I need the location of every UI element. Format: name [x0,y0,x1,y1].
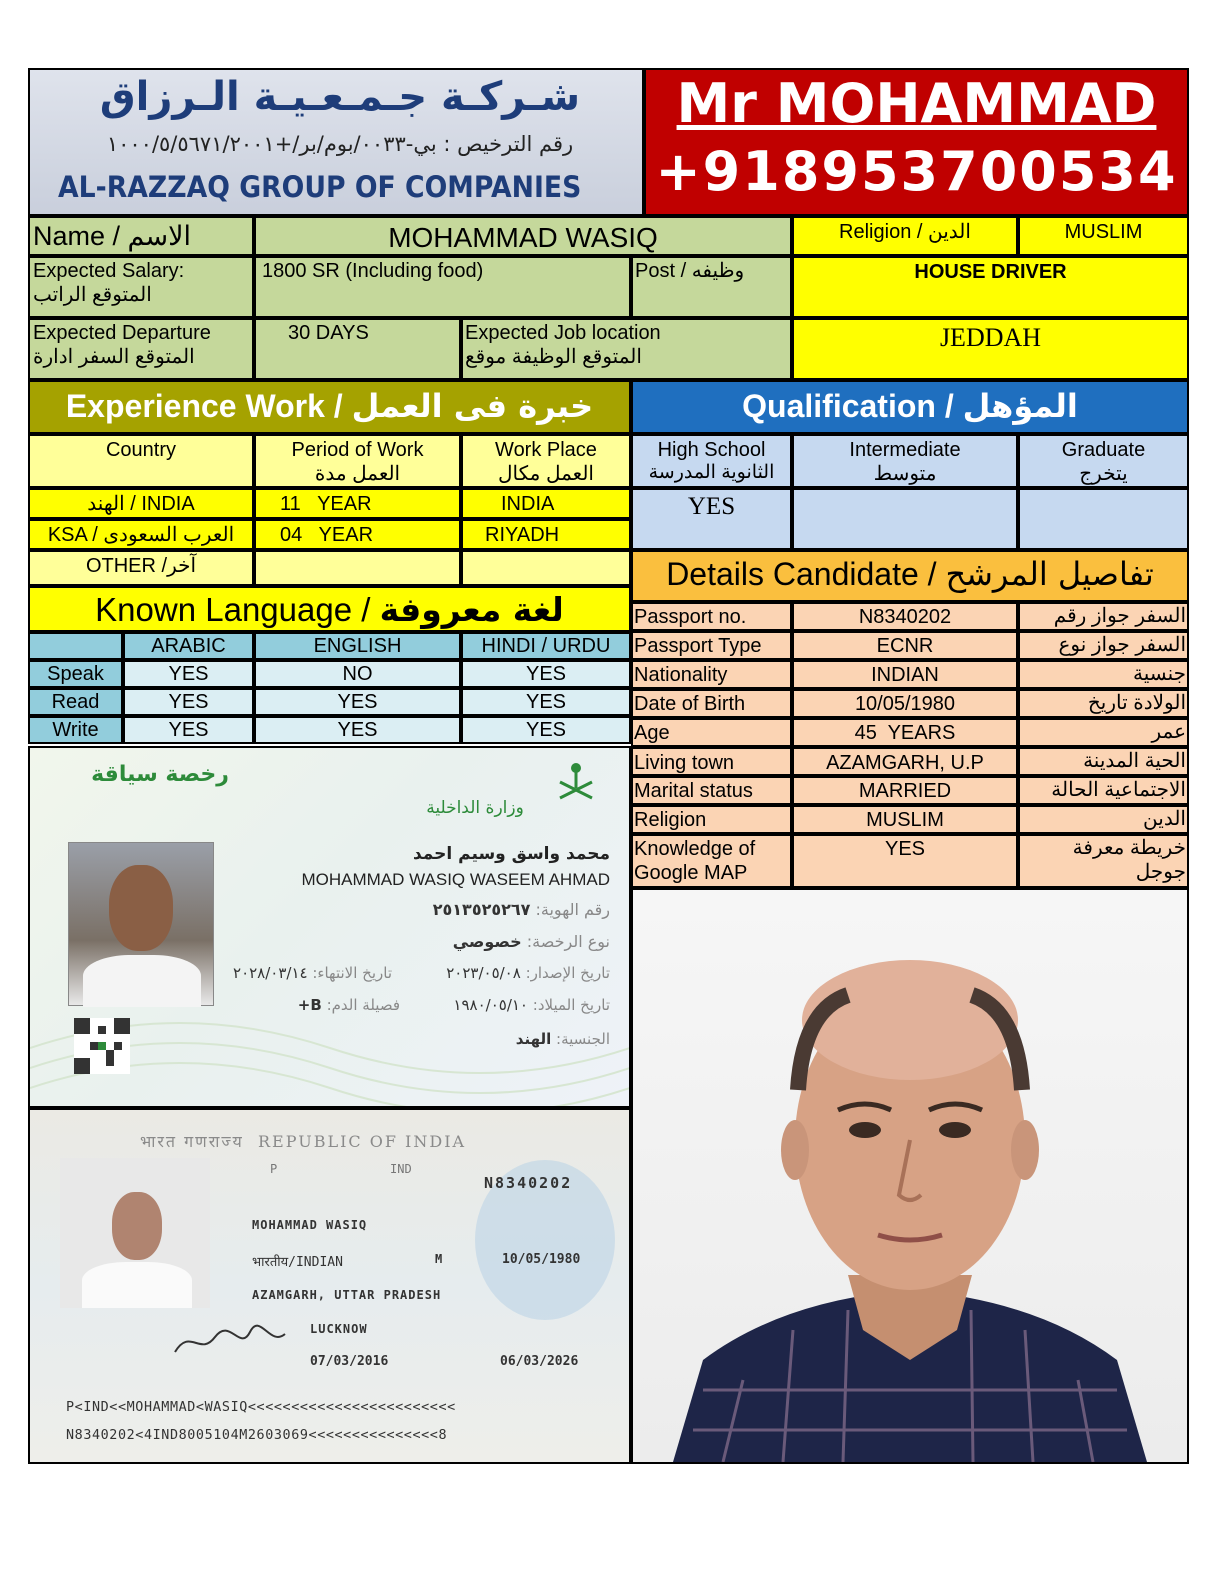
passport-mrz-line-1: P<IND<<MOHAMMAD<WASIQ<<<<<<<<<<<<<<<<<<<<<<<< [66,1400,456,1415]
exp-header-place [461,434,631,488]
passport-header: भारत गणराज्य REPUBLIC OF INDIA [140,1132,467,1151]
candidate-phone: +918953700534 [655,140,1178,203]
license-type-label: نوع الرخصة: [526,932,610,951]
exp-row-1-place: INDIA [461,488,631,519]
detail-marital-label: Marital status [631,776,792,805]
exp-header-place-ar: العمل مكال [498,463,594,485]
experience-title [28,380,631,434]
detail-living-town-label: Living town [631,747,792,776]
exp-header-period-en: Period of Work [291,439,424,461]
speak-hindi-urdu: YES [461,660,631,688]
license-issue-value: ٢٠٢٣/٠٥/٠٨ [446,964,521,982]
location-label-ar: المتوقع الوظيفة موقع [465,346,642,368]
license-blood-value: B+ [297,996,322,1014]
license-id-label: رقم الهوية: [535,900,610,919]
language-title-ar: لغة معروفة [379,590,564,629]
detail-dob-label: Date of Birth [631,689,792,718]
company-name-en: AL-RAZZAQ GROUP OF COMPANIES [58,170,582,204]
license-issue-row [390,964,610,982]
speak-english: NO [254,660,461,688]
qual-header-graduate-en: Graduate [1061,439,1146,461]
language-row-write: Write [28,716,123,744]
language-title-en: Known Language / [95,591,371,628]
license-expiry-label: تاريخ الانتهاء: [312,964,392,982]
detail-nationality-value: INDIAN [792,660,1018,689]
name-value: MOHAMMAD WASIQ [254,216,792,256]
license-title-ar: رخصة سياقة [91,762,229,787]
company-name-ar: شـركـة جـمـعـيـة الـرزاق [99,74,581,120]
detail-passport-type-ar: السفر جواز نوع [1018,631,1189,660]
qual-header-high-school-en: High School [657,439,766,461]
qualification-title-en: Qualification / [742,388,954,424]
company-logo-panel [28,68,644,216]
license-nationality-row [390,1030,610,1048]
qual-header-graduate-ar: يتخرج [1079,463,1128,485]
qual-header-intermediate-ar: متوسط [873,463,937,485]
passport-photo-shirt [82,1262,192,1308]
detail-passport-type-value: ECNR [792,631,1018,660]
qr-code-icon [74,1018,130,1074]
exp-header-country-en: Country [105,439,177,461]
salary-label-ar: المتوقع الراتب [33,284,152,306]
language-col-arabic: ARABIC [123,632,254,660]
passport-issue-date: 07/03/2016 [310,1354,389,1369]
detail-dob-value: 10/05/1980 [792,689,1018,718]
detail-religion-ar: الدين [1018,805,1189,834]
exp-row-3-place [461,550,631,586]
passport-expiry-date: 06/03/2026 [500,1354,579,1369]
exp-row-1-period: 11 YEAR [254,488,461,519]
language-col-english: ENGLISH [254,632,461,660]
post-value: HOUSE DRIVER [792,256,1189,318]
license-id-value: ٢٥١٣٥٢٥٢٦٧ [432,900,531,919]
candidate-portrait [633,890,1187,1462]
license-type-row [330,932,610,951]
license-dob-value: ١٩٨٠/٠٥/١٠ [453,996,528,1014]
license-expiry-value: ٢٠٢٨/٠٣/١٤ [233,964,308,982]
passport-photo-face [112,1192,162,1260]
religion-value: MUSLIM [1018,216,1189,256]
detail-age-ar: عمر [1018,718,1189,747]
religion-label: Religion / الدين [792,216,1018,256]
qualification-title-ar: المؤهل [962,387,1078,425]
detail-marital-value: MARRIED [792,776,1018,805]
candidate-banner [644,68,1189,216]
qual-value-intermediate [792,488,1018,550]
post-label: Post / وظيفه [631,256,792,318]
candidate-name-title: Mr MOHAMMAD [676,72,1157,135]
detail-google-map-value: YES [792,834,1018,888]
departure-label-en: Expected Departure [33,322,211,344]
qualification-title [631,380,1189,434]
experience-title-ar: خبرة فى العمل [351,387,594,425]
details-title-ar: تفاصيل المرشح [945,555,1154,593]
exp-row-3-country: OTHER /آخر [28,550,254,586]
license-id-row [330,900,610,919]
exp-row-2-period: 04 YEAR [254,519,461,550]
license-blood-row [270,996,400,1014]
details-title-en: Details Candidate / [666,556,937,592]
candidate-photo [631,888,1189,1464]
passport-mrz-line-2: N8340202<4IND8005104M2603069<<<<<<<<<<<<<<<8 [66,1428,448,1443]
passport-signature [170,1322,290,1362]
salary-label [28,256,254,318]
detail-religion-value: MUSLIM [792,805,1018,834]
qual-header-high-school-ar: الثانوية المدرسة [648,462,775,483]
license-dob-row [390,996,610,1014]
license-ministry-ar: وزارة الداخلية [426,798,524,818]
language-title [28,586,631,632]
qual-value-graduate [1018,488,1189,550]
detail-nationality-label: Nationality [631,660,792,689]
speak-arabic: YES [123,660,254,688]
departure-label [28,318,254,380]
license-dob-label: تاريخ الميلاد: [532,996,610,1014]
qual-value-high-school: YES [631,488,792,550]
location-label-en: Expected Job location [465,322,661,344]
passport-place-of-issue: LUCKNOW [310,1322,368,1336]
license-issue-label: تاريخ الإصدار: [525,964,610,982]
exp-header-period [254,434,461,488]
exp-header-place-en: Work Place [495,439,597,461]
language-col-hindi-urdu: HINDI / URDU [461,632,631,660]
salary-value: 1800 SR (Including food) [254,256,631,318]
detail-marital-ar: الاجتماعية الحالة [1018,776,1189,805]
passport-type: P [270,1162,278,1176]
license-nationality-value: الهند [515,1030,552,1048]
license-photo-face [109,865,173,951]
exp-header-country [28,434,254,488]
detail-passport-type-label: Passport Type [631,631,792,660]
detail-dob-ar: الولادة تاريخ [1018,689,1189,718]
exp-row-3-period [254,550,461,586]
write-arabic: YES [123,716,254,744]
detail-religion-label: Religion [631,805,792,834]
license-photo-shirt [83,955,201,1007]
exp-header-period-ar: العمل مدة [314,463,401,485]
detail-age-label: Age [631,718,792,747]
exp-row-2-country: KSA / العرب السعودى [28,519,254,550]
experience-title-en: Experience Work / [65,388,343,424]
license-expiry-row [216,964,392,982]
passport-given-name: MOHAMMAD WASIQ [252,1218,368,1232]
detail-passport-no-ar: السفر جواز رقم [1018,602,1189,631]
license-photo [68,842,214,1006]
passport-page [28,1108,631,1464]
exp-row-1-country: الهند / INDIA [28,488,254,519]
passport-dob: 10/05/1980 [502,1252,581,1267]
passport-place-of-birth: AZAMGARH, UTTAR PRADESH [252,1288,442,1302]
saudi-emblem-icon [550,758,602,810]
license-name-ar: محمد واسق وسيم احمد [412,844,610,864]
language-row-speak: Speak [28,660,123,688]
qual-header-intermediate-en: Intermediate [849,439,961,461]
passport-photo [60,1158,210,1308]
salary-label-en: Expected Salary: [33,260,185,282]
departure-label-ar: المتوقع السفر ادارة [33,346,195,368]
detail-passport-no-label: Passport no. [631,602,792,631]
license-type-value: خصوصي [452,932,522,951]
license-blood-label: فصيلة الدم: [326,996,400,1014]
read-arabic: YES [123,688,254,716]
write-english: YES [254,716,461,744]
location-label [461,318,792,380]
write-hindi-urdu: YES [461,716,631,744]
language-header-corner [28,632,123,660]
license-number-ar: رقم الترخيص : بي-٠٠٣٣/بوم/بر/+١٠٠٠/٥/٥٦٧١/٢٠٠١ [106,132,574,156]
qual-header-high-school [631,434,792,488]
passport-sex: M [435,1252,443,1266]
read-hindi-urdu: YES [461,688,631,716]
name-label: Name / الاسم [28,216,254,256]
passport-number: N8340202 [484,1174,573,1192]
driving-license-card [28,746,631,1108]
location-value: JEDDAH [792,318,1189,380]
exp-row-2-place: RIYADH [461,519,631,550]
detail-living-town-value: AZAMGARH, U.P [792,747,1018,776]
qual-header-intermediate [792,434,1018,488]
detail-age-value: 45 YEARS [792,718,1018,747]
passport-nationality: भारतीय/INDIAN [252,1255,343,1270]
qual-header-graduate [1018,434,1189,488]
language-row-read: Read [28,688,123,716]
departure-value: 30 DAYS [254,318,461,380]
detail-living-town-ar: الحية المدينة [1018,747,1189,776]
detail-nationality-ar: جنسية [1018,660,1189,689]
license-name-en: MOHAMMAD WASIQ WASEEM AHMAD [301,870,610,889]
passport-country-code: IND [390,1162,412,1176]
license-nationality-label: الجنسية: [556,1030,610,1048]
detail-passport-no-value: N8340202 [792,602,1018,631]
details-title [631,550,1189,602]
detail-google-map-ar: خريطة معرفة جوجل [1018,834,1189,888]
read-english: YES [254,688,461,716]
detail-google-map-label: Knowledge of Google MAP [631,834,792,888]
